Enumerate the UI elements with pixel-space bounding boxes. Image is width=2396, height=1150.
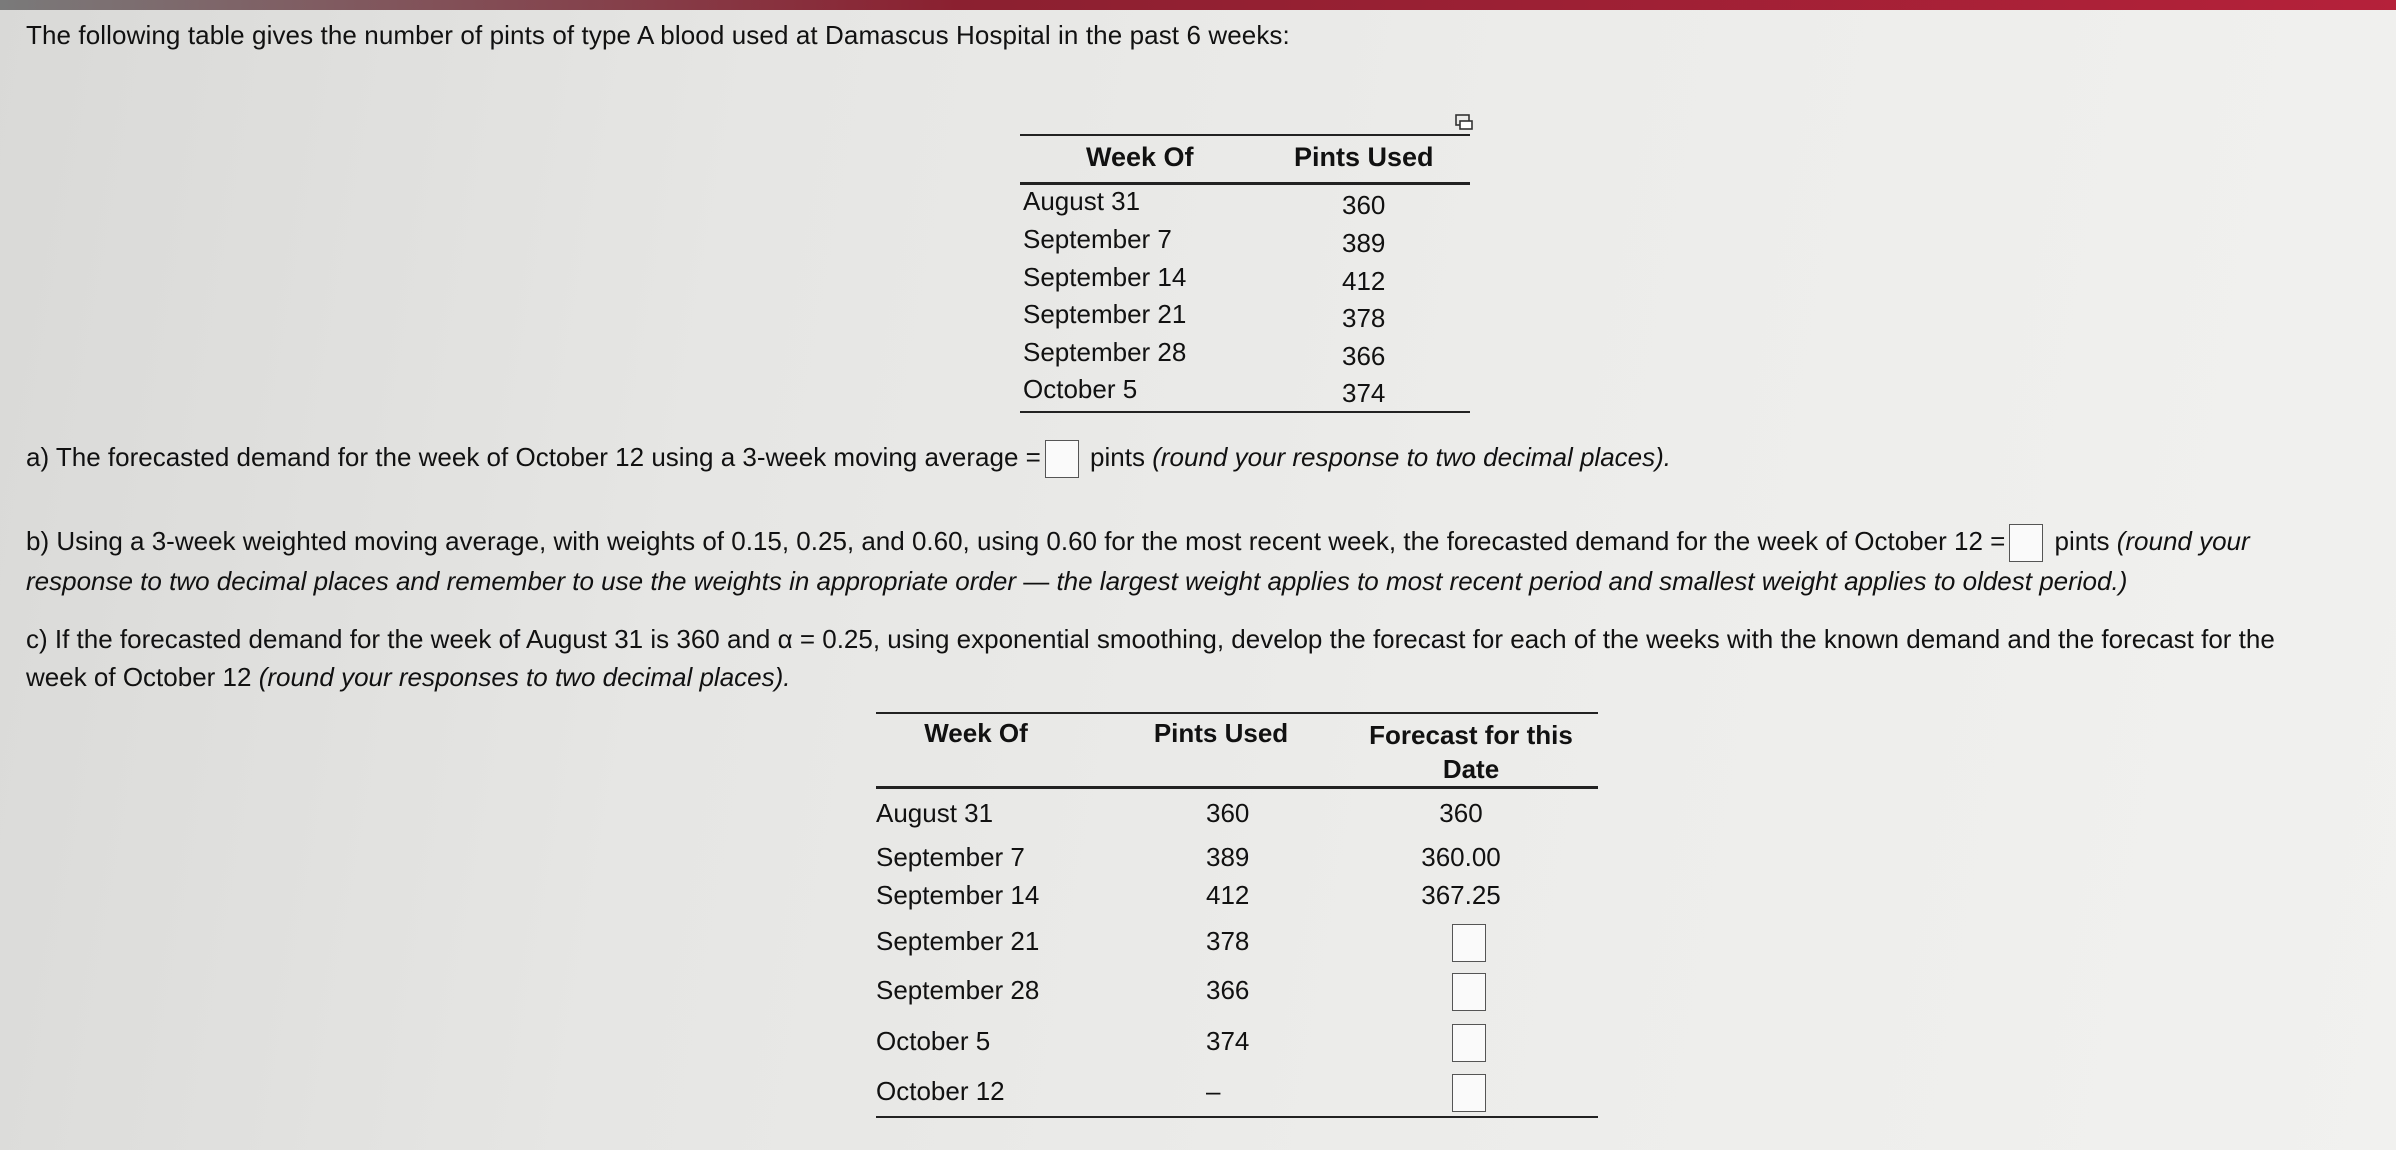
exponential-smoothing-table xyxy=(876,712,1598,1122)
table2-week-cell: October 12 xyxy=(876,1076,1005,1106)
forecast-input-box[interactable] xyxy=(1452,1024,1486,1062)
copy-icon[interactable] xyxy=(1454,112,1474,132)
header-pints-used: Pints Used xyxy=(1294,142,1434,172)
table2-pints-cell: 374 xyxy=(1206,1026,1250,1056)
forecast-input-box[interactable] xyxy=(1452,1074,1486,1112)
table1-pints-cell: 378 xyxy=(1342,303,1386,333)
table2-week-cell: August 31 xyxy=(876,798,994,828)
table1-pints-cell: 360 xyxy=(1342,190,1386,220)
table2-forecast-cell: 360 xyxy=(1439,798,1483,828)
table2-week-cell: September 21 xyxy=(876,926,1040,956)
question-b: b) Using a 3-week weighted moving average, with weights of 0.15, 0.25, and 0.60, using 0.60 for the most recent week, the forecasted demand for the week of October 12 = pints (round your response to two decimal places and remember to use the weights in appropriate order — the largest weight applies to most recent period and smallest weight applies to oldest period.) xyxy=(26,526,2250,597)
table1-week-cell: September 7 xyxy=(1023,224,1172,254)
table1-week-cell: September 28 xyxy=(1023,337,1187,367)
table2-week-cell: October 5 xyxy=(876,1026,991,1056)
table2-pints-cell: 366 xyxy=(1206,975,1250,1005)
table1-pints-cell: 366 xyxy=(1342,341,1386,371)
table2-pints-cell: 389 xyxy=(1206,842,1250,872)
table2-pints-cell: 378 xyxy=(1206,926,1250,956)
table1-week-cell: September 21 xyxy=(1023,299,1187,329)
answer-a-input[interactable] xyxy=(1045,440,1079,478)
table2-week-cell: September 14 xyxy=(876,880,1040,910)
question-a: a) The forecasted demand for the week of October 12 using a 3-week moving average = pints (round your response to two decimal places). xyxy=(26,438,1671,478)
header-pints-used: Pints Used xyxy=(1153,718,1289,748)
table1-pints-cell: 412 xyxy=(1342,266,1386,296)
table2-pints-cell: – xyxy=(1206,1076,1221,1106)
table2-forecast-cell: 360.00 xyxy=(1421,842,1501,872)
top-accent-bar xyxy=(0,0,2396,10)
table1-pints-cell: 374 xyxy=(1342,378,1386,408)
table1-week-cell: September 14 xyxy=(1023,262,1187,292)
table2-pints-cell: 360 xyxy=(1206,798,1250,828)
header-forecast: Forecast for this Date xyxy=(1369,720,1573,784)
table2-pints-cell: 412 xyxy=(1206,880,1250,910)
table2-week-cell: September 7 xyxy=(876,842,1025,872)
table1-week-cell: August 31 xyxy=(1023,186,1141,216)
table2-week-cell: September 28 xyxy=(876,975,1040,1005)
header-week-of: Week Of xyxy=(924,718,1028,748)
answer-b-input[interactable] xyxy=(2009,524,2043,562)
table1-pints-cell: 389 xyxy=(1342,228,1386,258)
question-c: c) If the forecasted demand for the week of August 31 is 360 and α = 0.25, using exponential smoothing, develop the forecast for each of the weeks with the known demand and the forecast for the week of October 12 (round your responses to two decimal places). xyxy=(26,624,2275,692)
header-week-of: Week Of xyxy=(1086,142,1194,172)
table2-forecast-cell: 367.25 xyxy=(1421,880,1501,910)
forecast-input-box[interactable] xyxy=(1452,924,1486,962)
problem-intro: The following table gives the number of pints of type A blood used at Damascus Hospital in the past 6 weeks: xyxy=(26,20,1290,50)
table1-week-cell: October 5 xyxy=(1023,374,1138,404)
forecast-input-box[interactable] xyxy=(1452,973,1486,1011)
